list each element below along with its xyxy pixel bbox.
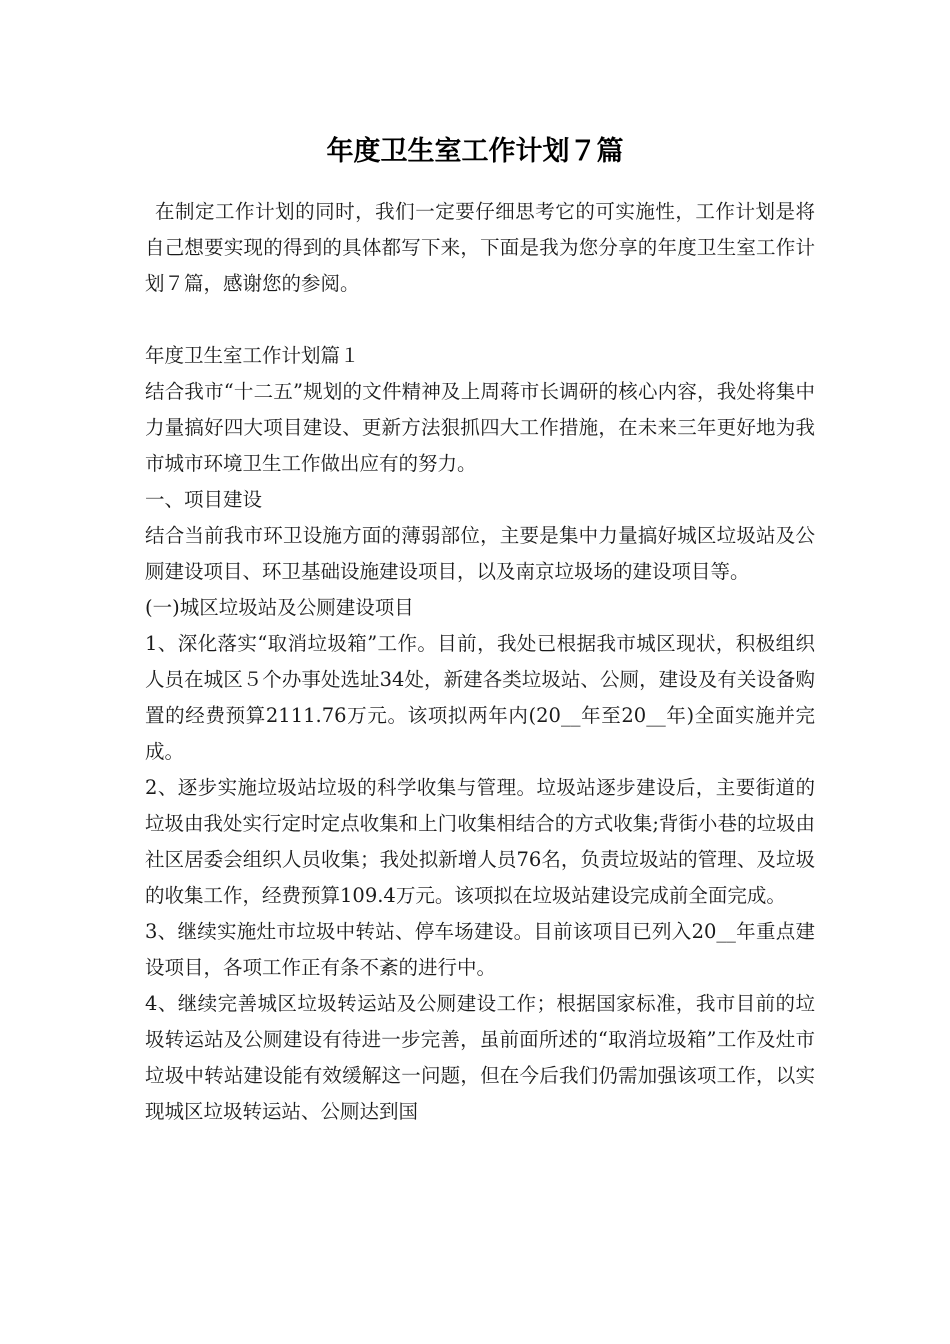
list-item: 2、逐步实施垃圾站垃圾的科学收集与管理。垃圾站逐步建设后，主要街道的垃圾由我处实行定时定点收集和上门收集相结合的方式收集;背街小巷的垃圾由社区居委会组织人员收集；我处拟新增人员76名，负责垃圾站的管理、及垃圾的收集工作，经费预算109.4万元。该项拟在垃圾站建设完成前全面完成。	[145, 776, 815, 907]
section-heading: 年度卫生室工作计划篇１	[145, 344, 360, 367]
intro-paragraph: 在制定工作计划的同时，我们一定要仔细思考它的可实施性，工作计划是将自己想要实现的得到的具体都写下来，下面是我为您分享的年度卫生室工作计划７篇，感谢您的参阅。	[145, 200, 815, 295]
list-item: 3、继续实施灶市垃圾中转站、停车场建设。目前该项目已列入20__年重点建设项目，各项工作正有条不紊的进行中。	[145, 920, 815, 979]
list-item: 1、深化落实“取消垃圾箱”工作。目前，我处已根据我市城区现状，积极组织人员在城区５个办事处选址34处，新建各类垃圾站、公厕，建设及有关设备购置的经费预算2111.76万元。该项拟两年内(20__年至20__年)全面实施并完成。	[145, 632, 815, 763]
subsection-heading: 一、项目建设	[145, 488, 263, 511]
paragraph: 结合当前我市环卫设施方面的薄弱部位，主要是集中力量搞好城区垃圾站及公厕建设项目、环卫基础设施建设项目，以及南京垃圾场的建设项目等。	[145, 524, 815, 583]
document-title: 年度卫生室工作计划７篇	[326, 136, 624, 167]
subsection-heading: (一)城区垃圾站及公厕建设项目	[145, 596, 414, 619]
paragraph-gap	[145, 302, 815, 338]
paragraph: 结合我市“十二五”规划的文件精神及上周蒋市长调研的核心内容，我处将集中力量搞好四大项目建设、更新方法狠抓四大工作措施，在未来三年更好地为我市城市环境卫生工作做出应有的努力。	[145, 380, 815, 475]
list-item: 4、继续完善城区垃圾转运站及公厕建设工作；根据国家标准，我市目前的垃圾转运站及公厕建设有待进一步完善，虽前面所述的“取消垃圾箱”工作及灶市垃圾中转站建设能有效缓解这一问题，但在今后我们仍需加强该项工作，以实现城区垃圾转运站、公厕达到国	[145, 992, 815, 1123]
document-body	[145, 194, 815, 1130]
